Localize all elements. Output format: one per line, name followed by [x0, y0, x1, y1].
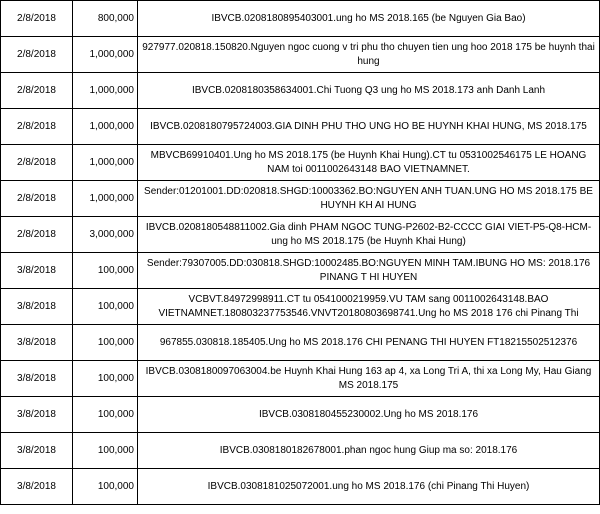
table-row	[1, 433, 600, 469]
description-cell: VCBVT.84972998911.CT tu 0541000219959.VU TAM sang 0011002643148.BAO VIETNAMNET.180803237753546.VNVT20180803698741.Ung ho MS 2018 176 chi Pinang Thi	[138, 289, 600, 325]
date-cell: 2/8/2018	[1, 109, 73, 145]
amount-cell: 3,000,000	[73, 217, 138, 253]
date-cell: 2/8/2018	[1, 181, 73, 217]
transactions-body	[1, 1, 600, 505]
description-cell: 927977.020818.150820.Nguyen ngoc cuong v tri phu tho chuyen tien ung hoo 2018 175 be huynh thai hung	[138, 37, 600, 73]
amount-cell: 100,000	[73, 397, 138, 433]
table-row	[1, 217, 600, 253]
date-cell: 3/8/2018	[1, 253, 73, 289]
date-cell: 2/8/2018	[1, 1, 73, 37]
date-cell: 3/8/2018	[1, 289, 73, 325]
amount-cell: 1,000,000	[73, 181, 138, 217]
date-cell: 3/8/2018	[1, 361, 73, 397]
table-row	[1, 181, 600, 217]
date-cell: 2/8/2018	[1, 73, 73, 109]
description-cell: Sender:01201001.DD:020818.SHGD:10003362.BO:NGUYEN ANH TUAN.UNG HO MS 2018.175 BE HUYNH KH AI HUNG	[138, 181, 600, 217]
table-row	[1, 253, 600, 289]
date-cell: 2/8/2018	[1, 37, 73, 73]
description-cell: IBVCB.0208180548811002.Gia dinh PHAM NGOC TUNG-P2602-B2-CCCC GIAI VIET-P5-Q8-HCM-ung ho MS 2018.175 (be Huynh Khai Hung)	[138, 217, 600, 253]
date-cell: 2/8/2018	[1, 217, 73, 253]
description-cell: IBVCB.0308180097063004.be Huynh Khai Hung 163 ap 4, xa Long Tri A, thi xa Long My, Hau Giang MS 2018.175	[138, 361, 600, 397]
amount-cell: 1,000,000	[73, 145, 138, 181]
description-cell: IBVCB.0308180455230002.Ung ho MS 2018.176	[138, 397, 600, 433]
date-cell: 3/8/2018	[1, 469, 73, 505]
description-cell: IBVCB.0308181025072001.ung ho MS 2018.176 (chi Pinang Thi Huyen)	[138, 469, 600, 505]
table-row	[1, 289, 600, 325]
table-row	[1, 37, 600, 73]
date-cell: 3/8/2018	[1, 397, 73, 433]
amount-cell: 800,000	[73, 1, 138, 37]
description-cell: 967855.030818.185405.Ung ho MS 2018.176 CHI PENANG THI HUYEN FT18215502512376	[138, 325, 600, 361]
table-row	[1, 73, 600, 109]
table-row	[1, 325, 600, 361]
date-cell: 3/8/2018	[1, 433, 73, 469]
amount-cell: 100,000	[73, 469, 138, 505]
table-row	[1, 109, 600, 145]
amount-cell: 100,000	[73, 253, 138, 289]
table-row	[1, 397, 600, 433]
description-cell: Sender:79307005.DD:030818.SHGD:10002485.BO:NGUYEN MINH TAM.IBUNG HO MS: 2018.176 PINANG T HI HUYEN	[138, 253, 600, 289]
description-cell: IBVCB.0308180182678001.phan ngoc hung Giup ma so: 2018.176	[138, 433, 600, 469]
date-cell: 2/8/2018	[1, 145, 73, 181]
description-cell: IBVCB.0208180358634001.Chi Tuong Q3 ung ho MS 2018.173 anh Danh Lanh	[138, 73, 600, 109]
amount-cell: 100,000	[73, 289, 138, 325]
description-cell: IBVCB.0208180795724003.GIA DINH PHU THO UNG HO BE HUYNH KHAI HUNG, MS 2018.175	[138, 109, 600, 145]
table-row	[1, 1, 600, 37]
amount-cell: 100,000	[73, 361, 138, 397]
description-cell: IBVCB.0208180895403001.ung ho MS 2018.165 (be Nguyen Gia Bao)	[138, 1, 600, 37]
date-cell: 3/8/2018	[1, 325, 73, 361]
amount-cell: 1,000,000	[73, 109, 138, 145]
amount-cell: 1,000,000	[73, 37, 138, 73]
table-row	[1, 469, 600, 505]
amount-cell: 1,000,000	[73, 73, 138, 109]
table-row	[1, 145, 600, 181]
amount-cell: 100,000	[73, 433, 138, 469]
table-row	[1, 361, 600, 397]
amount-cell: 100,000	[73, 325, 138, 361]
description-cell: MBVCB69910401.Ung ho MS 2018.175 (be Huynh Khai Hung).CT tu 0531002546175 LE HOANG NAM toi 0011002643148 BAO VIETNAMNET.	[138, 145, 600, 181]
